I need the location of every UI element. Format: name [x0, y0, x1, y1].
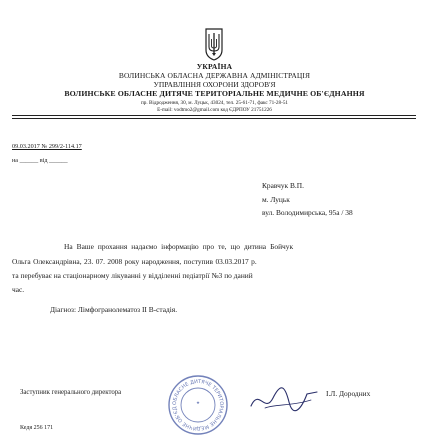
body-line-2: Ольга Олександрівна, 23. 07. 2008 року народження, поступив 03.03.2017 р.: [12, 257, 257, 266]
body-line-3: та перебуває на стаціонарному лікуванні у відділенні педіатрії №3 по даний: [12, 271, 253, 280]
recipient-city: м. Луцьк: [262, 195, 290, 204]
official-stamp-seal: [167, 374, 229, 436]
header-divider-thick: [12, 115, 416, 116]
header-divider-thin: [12, 118, 416, 119]
body-line-4: час.: [12, 285, 25, 294]
handwritten-signature: [245, 380, 325, 420]
diagnosis: Діагноз: Лімфогранолематоз II В-стадія.: [50, 305, 178, 314]
header-administration: ВОЛИНСЬКА ОБЛАСНА ДЕРЖАВНА АДМІНІСТРАЦІЯ: [118, 71, 311, 80]
header-address: пр. Відродження, 30, м. Луцьк, 43024, тел. 25-61-71, факс 71-28-51: [140, 100, 289, 106]
header-organization: ВОЛИНСЬКЕ ОБЛАСНЕ ДИТЯЧЕ ТЕРИТОРІАЛЬНЕ МЕДИЧНЕ ОБ'ЄДНАННЯ: [64, 89, 365, 98]
signatory-title: Заступник генерального директора: [20, 389, 122, 396]
reply-to-reference: на ______ від ______: [12, 157, 68, 164]
svg-text:★: ★: [196, 400, 200, 405]
outgoing-registration-number: 09.03.2017 № 299/2-114.17: [12, 143, 82, 150]
body-line-1: На Ваше прохання надаємо інформацію про те, що дитина Бойчук: [64, 242, 294, 251]
executor-note: Кедя 256 171: [20, 425, 54, 431]
recipient-street: вул. Володимирська, 95а / 38: [262, 208, 353, 217]
header-email: E-mail: vodtmo2@gmail.com код ЄДРПОУ 21751226: [157, 107, 272, 113]
header-country: УКРАЇНА: [196, 62, 233, 71]
signatory-name: І.Л. Дородних: [326, 389, 371, 398]
svg-text:ОБЛАСНЕ ДИТЯЧЕ ТЕРИТОРІАЛЬНЕ М: ОБЛАСНЕ ДИТЯЧЕ ТЕРИТОРІАЛЬНЕ МЕДИЧНЕ ОБ'ЄД: [171, 378, 225, 432]
coat-of-arms-trident-icon: [203, 26, 225, 62]
header-department: УПРАВЛІННЯ ОХОРОНИ ЗДОРОВ'Я: [153, 80, 276, 89]
recipient-name: Кравчук В.П.: [262, 181, 304, 190]
